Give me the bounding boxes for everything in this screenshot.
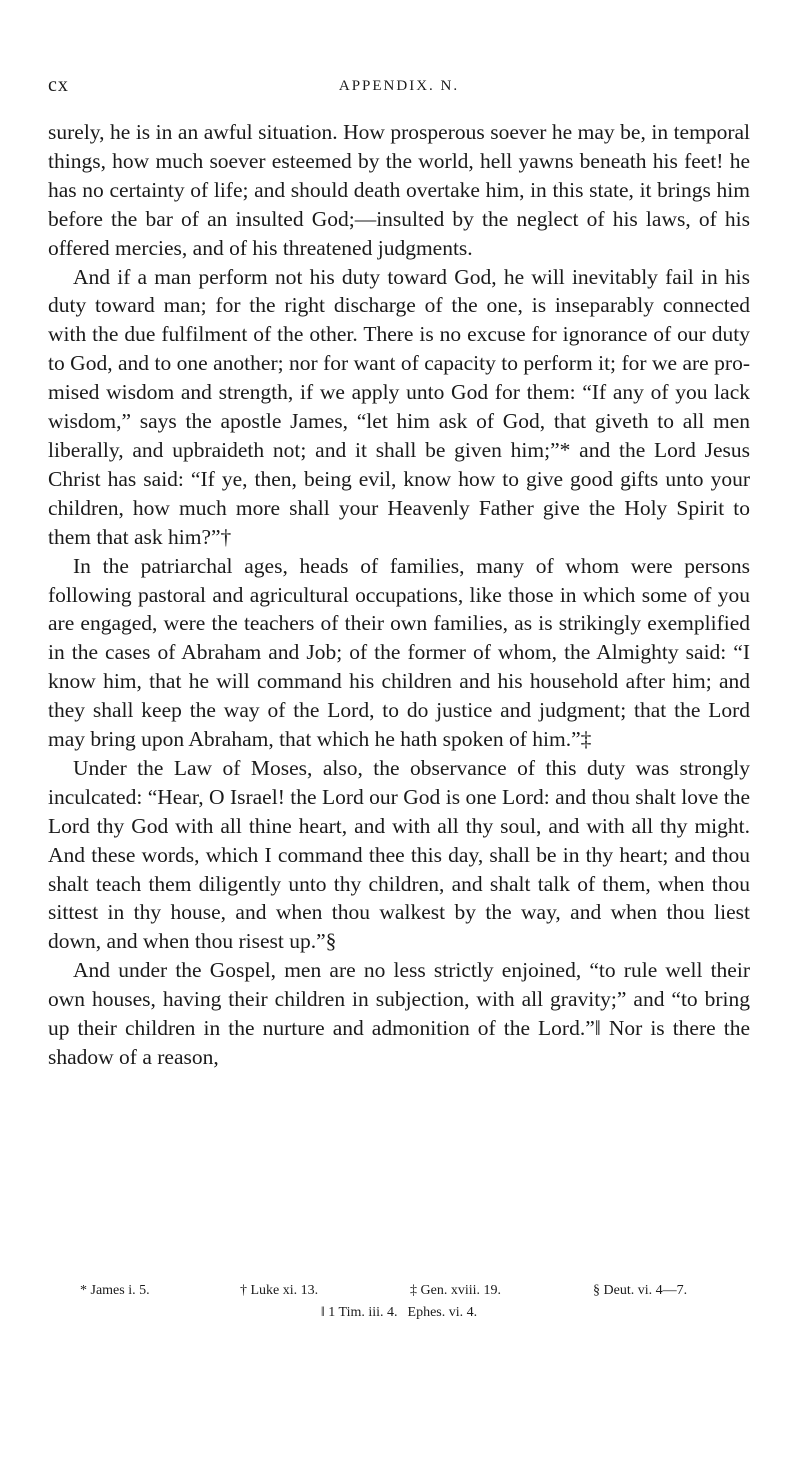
page-number: cx <box>48 74 69 96</box>
body-text <box>48 118 750 1072</box>
footnote: † Luke xi. 13. <box>240 1283 319 1298</box>
footnote: § Deut. vi. 4—7. <box>593 1283 688 1298</box>
footnote-row <box>48 1280 750 1302</box>
footnotes <box>48 1280 750 1324</box>
footnote: ‡ Gen. xviii. 19. <box>410 1283 501 1298</box>
footnote: * James i. 5. <box>80 1283 150 1298</box>
paragraph: And under the Gospel, men are no less strictly enjoined, “to rule well their own houses, having their children in subjection, with all gravity;” and “to bring up their children in the nurture and admonition of the Lord.”‖ Nor is there the shadow of a reason, <box>48 958 750 1069</box>
footnote: Ephes. vi. 4. <box>407 1305 478 1320</box>
paragraph: In the patriarchal ages, heads of families, many of whom were persons following pastoral and agricultural occupations, like those in which some of you are engaged, were the teachers of their own families, as is strikingly exemplified in the cases of Abraham and Job; of the former of whom, the Almighty said: “I know him, that he will command his children and his household after him; and they shall keep the way of the Lord, to do justice and judgment; that the Lord may bring upon Abraham, that which he hath spoken of him.”‡ <box>48 553 750 752</box>
footnote-row <box>48 1302 750 1324</box>
paragraph: And if a man perform not his duty toward God, he will inevitably fail in his duty toward man; for the right discharge of the one, is inseparably connected with the due fulfilment of the other. There is no excuse for ignorance of our duty to God, and to one another; nor for want of capacity to perform it; for we are promised wisdom and strength, if we apply unto God for them: “If any of you lack wisdom,” says the apostle James, “let him ask of God, that giveth to all men liberally, and upbraideth not; and it shall be given him;”* and the Lord Jesus Christ has said: “If ye, then, being evil, know how to give good gifts unto your children, how much more shall your Heavenly Father give the Holy Spirit to them that ask him?”† <box>48 264 750 549</box>
page-header <box>48 74 750 102</box>
footnote: ‖ 1 Tim. iii. 4. <box>320 1305 398 1320</box>
paragraph: surely, he is in an awful situation. How prosperous soever he may be, in temporal things, how much soever esteemed by the world, hell yawns beneath his feet! he has no certainty of life; and should death overtake him, in this state, it brings him before the bar of an insulted God;—insulted by the neglect of his laws, of his offered mercies, and of his threatened judgments. <box>48 120 750 260</box>
running-head: APPENDIX. N. <box>338 78 460 94</box>
paragraph: Under the Law of Moses, also, the observance of this duty was strongly inculcated: “Hear, O Israel! the Lord our God is one Lord: and thou shalt love the Lord thy God with all thine heart, and with all thy soul, and with all thy might. And these words, which I command thee this day, shall be in thy heart; and thou shalt teach them diligently unto thy children, and shalt talk of them, when thou sittest in thy house, and when thou walkest by the way, and when thou liest down, and when thou risest up.”§ <box>48 755 750 954</box>
